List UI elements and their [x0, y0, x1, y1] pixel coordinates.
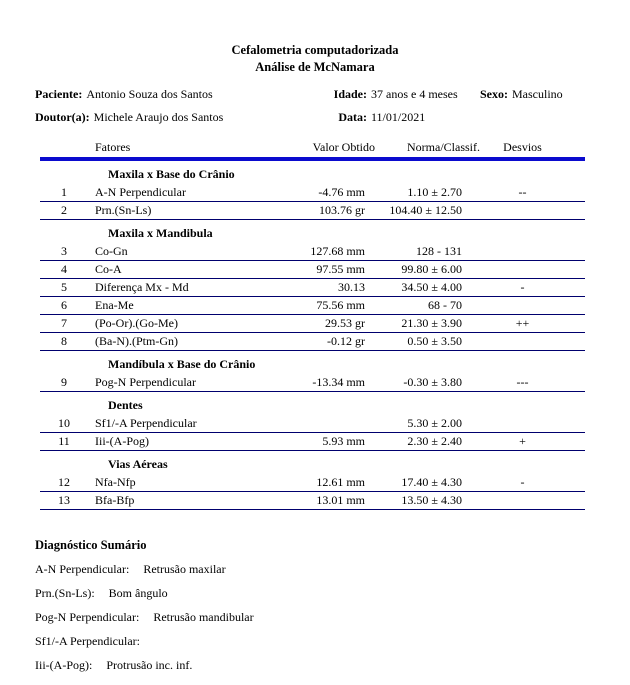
cell-valor: 103.76 gr — [319, 203, 365, 217]
cell-desvio — [480, 261, 585, 278]
cell-num: 9 — [61, 375, 67, 389]
cell-fator: A-N Perpendicular — [95, 185, 186, 199]
cell-fator: Iii-(A-Pog) — [95, 434, 149, 448]
diagnostic-label: Pog-N Perpendicular: — [35, 610, 140, 624]
table-row — [40, 297, 585, 315]
cell-desvio — [480, 202, 585, 219]
cell-fator: Sf1/-A Perpendicular — [95, 416, 197, 430]
diagnostic-item — [35, 659, 630, 672]
cell-num: 13 — [58, 493, 70, 507]
section-title: Maxila x Base do Crânio — [108, 167, 235, 181]
cell-valor: 75.56 mm — [316, 298, 365, 312]
cell-fator: Pog-N Perpendicular — [95, 375, 196, 389]
cell-num: 11 — [58, 434, 70, 448]
doctor-name: Michele Araujo dos Santos — [93, 110, 224, 124]
cell-valor: 97.55 mm — [316, 262, 365, 276]
sex-value: Masculino — [512, 87, 563, 101]
table-row — [40, 374, 585, 392]
date-value: 11/01/2021 — [371, 110, 426, 124]
cell-desvio: --- — [516, 375, 529, 389]
cell-valor — [260, 415, 375, 432]
cell-valor: -13.34 mm — [312, 375, 365, 389]
cell-norma: 104.40 ± 12.50 — [389, 203, 462, 217]
cell-desvio — [480, 297, 585, 314]
cell-norma: 2.30 ± 2.40 — [407, 434, 462, 448]
age-label: Idade: — [333, 87, 367, 101]
doctor-field — [35, 109, 315, 132]
table-row — [40, 243, 585, 261]
cell-num: 10 — [58, 416, 70, 430]
cell-norma: 34.50 ± 4.00 — [401, 280, 462, 294]
cell-valor: -0.12 gr — [327, 334, 365, 348]
cell-norma: 21.30 ± 3.90 — [401, 316, 462, 330]
cell-fator: Ena-Me — [95, 298, 134, 312]
date-label: Data: — [338, 110, 367, 124]
table-row — [40, 333, 585, 351]
diagnostic-item — [35, 611, 630, 624]
cell-desvio: - — [520, 280, 525, 294]
section-title: Mandíbula x Base do Crânio — [108, 357, 256, 371]
section-title: Dentes — [108, 398, 143, 412]
diagnostic-summary — [35, 538, 630, 672]
header-norma-classif: Norma/Classif. — [407, 140, 480, 154]
diagnostic-label: Sf1/-A Perpendicular: — [35, 634, 140, 648]
cell-valor: 127.68 mm — [310, 244, 365, 258]
section-title: Maxila x Mandibula — [108, 226, 213, 240]
cell-desvio: ++ — [515, 316, 530, 330]
cell-num: 6 — [61, 298, 67, 312]
diagnostic-value: Protrusão inc. inf. — [106, 658, 193, 672]
cell-valor: -4.76 mm — [318, 185, 365, 199]
cell-fator: Diferença Mx - Md — [95, 280, 189, 294]
table-row — [40, 415, 585, 433]
sex-label: Sexo: — [480, 87, 508, 101]
patient-info-row-1 — [35, 86, 630, 109]
cell-fator: Co-A — [95, 262, 122, 276]
table-row — [40, 202, 585, 220]
cell-num: 3 — [61, 244, 67, 258]
diagnostic-label: Iii-(A-Pog): — [35, 658, 93, 672]
diagnostic-label: Prn.(Sn-Ls): — [35, 586, 95, 600]
table-body — [40, 161, 585, 510]
cell-norma: 13.50 ± 4.30 — [401, 493, 462, 507]
cell-valor: 13.01 mm — [316, 493, 365, 507]
analysis-table — [40, 140, 585, 510]
report-title: Cefalometria computadorizada — [231, 43, 399, 57]
cell-valor: 12.61 mm — [316, 475, 365, 489]
table-row — [40, 261, 585, 279]
age-value: 37 anos e 4 meses — [371, 87, 458, 101]
report-header — [0, 0, 630, 76]
cell-num: 8 — [61, 334, 67, 348]
cell-fator: (Po-Or).(Go-Me) — [95, 316, 178, 330]
cell-desvio: + — [519, 434, 526, 448]
cell-num: 4 — [61, 262, 67, 276]
cell-norma: 68 - 70 — [428, 298, 462, 312]
cell-num: 12 — [58, 475, 70, 489]
cell-norma: -0.30 ± 3.80 — [403, 375, 462, 389]
header-desvios: Desvios — [503, 140, 542, 154]
report-subtitle: Análise de McNamara — [255, 60, 375, 74]
table-row — [40, 474, 585, 492]
cell-norma: 0.50 ± 3.50 — [407, 334, 462, 348]
diagnostic-value: Bom ângulo — [108, 586, 168, 600]
diagnostic-summary-title: Diagnóstico Sumário — [35, 538, 147, 552]
patient-label: Paciente: — [35, 87, 83, 101]
patient-field — [35, 86, 315, 109]
patient-name: Antonio Souza dos Santos — [86, 87, 213, 101]
cell-norma: 1.10 ± 2.70 — [407, 185, 462, 199]
cell-desvio — [480, 492, 585, 509]
cell-desvio: - — [520, 475, 525, 489]
patient-info-row-2 — [35, 109, 630, 132]
cell-fator: Bfa-Bfp — [95, 493, 135, 507]
table-row — [40, 184, 585, 202]
diagnostic-item — [35, 563, 630, 576]
cell-fator: Prn.(Sn-Ls) — [95, 203, 152, 217]
date-field — [315, 109, 480, 132]
cell-desvio — [480, 333, 585, 350]
header-fatores: Fatores — [95, 140, 131, 154]
cell-num: 7 — [61, 316, 67, 330]
sex-field — [480, 86, 630, 109]
table-row — [40, 492, 585, 510]
cell-valor: 30.13 — [338, 280, 365, 294]
cell-num: 1 — [61, 185, 67, 199]
cell-desvio — [480, 243, 585, 260]
cell-fator: (Ba-N).(Ptm-Gn) — [95, 334, 178, 348]
table-row — [40, 315, 585, 333]
cell-desvio — [480, 415, 585, 432]
diagnostic-label: A-N Perpendicular: — [35, 562, 130, 576]
diagnostic-summary-body — [35, 563, 630, 672]
table-row — [40, 433, 585, 451]
table-header-row — [40, 140, 585, 155]
cell-norma: 17.40 ± 4.30 — [401, 475, 462, 489]
diagnostic-item — [35, 635, 630, 648]
cell-valor: 5.93 mm — [322, 434, 365, 448]
age-field — [315, 86, 480, 109]
cell-num: 5 — [61, 280, 67, 294]
cell-norma: 5.30 ± 2.00 — [407, 416, 462, 430]
diagnostic-item — [35, 587, 630, 600]
patient-info — [0, 86, 630, 132]
cell-valor: 29.53 gr — [325, 316, 365, 330]
header-num-spacer — [40, 140, 88, 155]
section-title: Vias Aéreas — [108, 457, 168, 471]
doctor-label: Doutor(a): — [35, 110, 90, 124]
diagnostic-value: Retrusão maxilar — [143, 562, 226, 576]
cell-norma: 99.80 ± 6.00 — [401, 262, 462, 276]
cell-norma: 128 - 131 — [416, 244, 462, 258]
cell-desvio: -- — [518, 185, 527, 199]
cell-num: 2 — [61, 203, 67, 217]
cell-fator: Co-Gn — [95, 244, 128, 258]
table-row — [40, 279, 585, 297]
diagnostic-value: Retrusão mandibular — [153, 610, 254, 624]
header-valor-obtido: Valor Obtido — [312, 140, 375, 154]
cell-fator: Nfa-Nfp — [95, 475, 136, 489]
